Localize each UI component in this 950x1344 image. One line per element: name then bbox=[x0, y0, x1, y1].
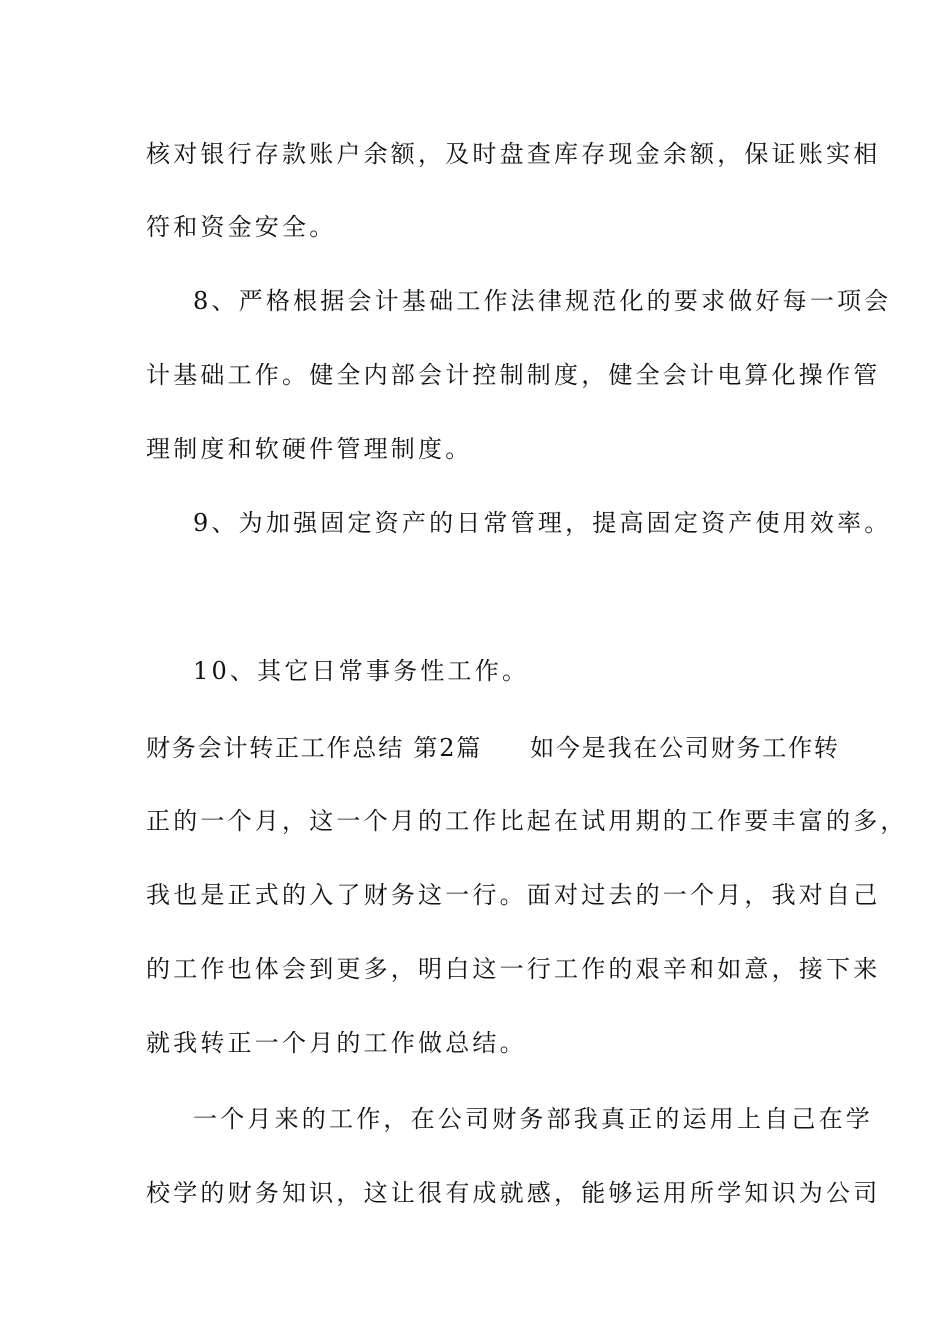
paragraph-line: 就我转正一个月的工作做总结。 bbox=[146, 1029, 527, 1057]
paragraph-line: 10、其它日常事务性工作。 bbox=[193, 657, 530, 685]
paragraph-line: 一个月来的工作，在公司财务部我真正的运用上自己在学 bbox=[193, 1105, 873, 1133]
section-title: 财务会计转正工作总结 第2篇 bbox=[146, 734, 483, 762]
section-heading-line bbox=[146, 733, 840, 763]
paragraph-start: 如今是我在公司财务工作转 bbox=[530, 734, 840, 762]
paragraph-line: 的工作也体会到更多，明白这一行工作的艰辛和如意，接下来 bbox=[146, 955, 881, 983]
paragraph-line: 核对银行存款账户余额，及时盘查库存现金余额，保证账实相 bbox=[146, 140, 881, 168]
paragraph-line: 9、为加强固定资产的日常管理，提高固定资产使用效率。 bbox=[193, 509, 892, 537]
paragraph-line: 理制度和软硬件管理制度。 bbox=[146, 435, 473, 463]
paragraph-line: 我也是正式的入了财务这一行。面对过去的一个月，我对自己 bbox=[146, 881, 881, 909]
paragraph-line: 计基础工作。健全内部会计控制制度，健全会计电算化操作管 bbox=[146, 361, 881, 389]
paragraph-line: 符和资金安全。 bbox=[146, 213, 337, 241]
paragraph-line: 校学的财务知识，这让很有成就感，能够运用所学知识为公司 bbox=[146, 1179, 881, 1207]
paragraph-line: 正的一个月，这一个月的工作比起在试用期的工作要丰富的多， bbox=[146, 807, 908, 835]
paragraph-line: 8、严格根据会计基础工作法律规范化的要求做好每一项会 bbox=[193, 287, 892, 315]
